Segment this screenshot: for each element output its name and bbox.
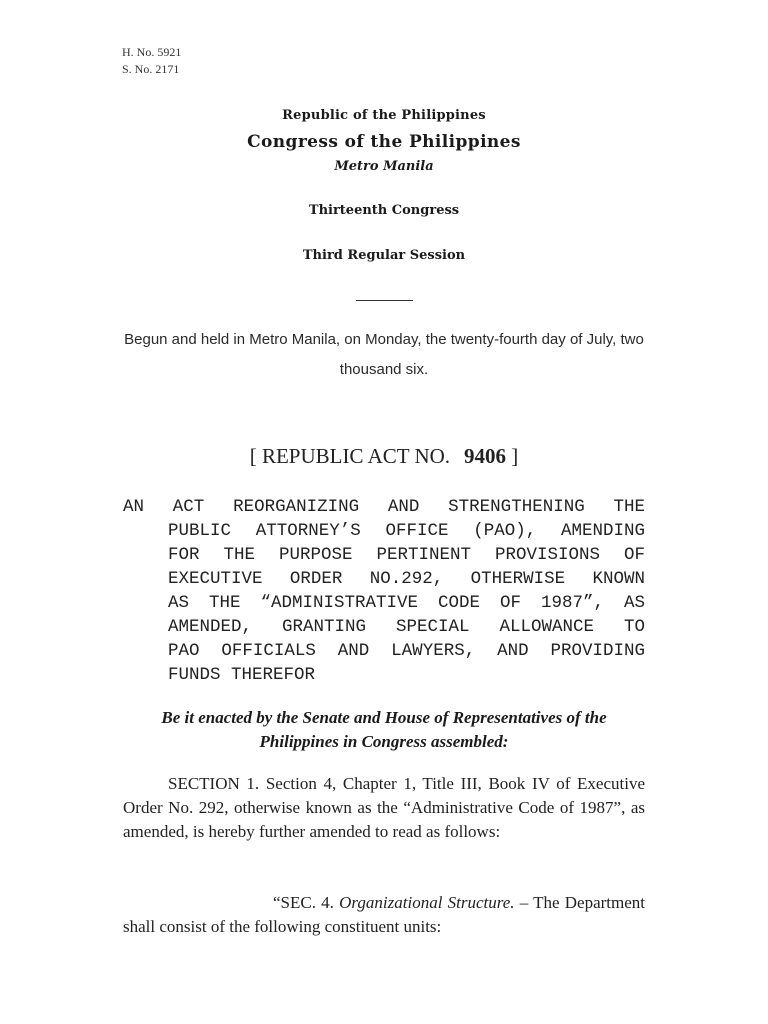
enacting-clause: Be it enacted by the Senate and House of Representatives of the Philippines in Congress assembled: <box>161 708 607 751</box>
congress-heading: Congress of the Philippines <box>247 132 521 152</box>
republic-heading: Republic of the Philippines <box>282 108 486 123</box>
act-title-line: EXECUTIVE ORDER NO.292, OTHERWISE KNOWN <box>168 569 645 589</box>
act-title-line: PAO OFFICIALS AND LAWYERS, AND PROVIDING <box>168 641 645 661</box>
sec-4-paragraph <box>123 891 645 939</box>
house-bill-number: H. No. 5921 <box>122 45 182 59</box>
republic-act-number: 9406 <box>464 444 507 468</box>
sec-4-heading: Organizational Structure. <box>339 893 515 912</box>
act-title-continuation <box>123 519 645 687</box>
republic-act-suffix: ] <box>511 444 519 468</box>
republic-act-prefix: [ REPUBLIC ACT NO. <box>249 444 451 468</box>
sec-4-text: – The Department shall consist of the following constituent units: <box>123 893 645 936</box>
act-title-line: AMENDED, GRANTING SPECIAL ALLOWANCE TO <box>168 617 645 637</box>
act-title-line: FUNDS THEREFOR <box>168 665 316 685</box>
location-heading: Metro Manila <box>334 159 434 174</box>
act-title-line: AS THE “ADMINISTRATIVE CODE OF 1987”, AS <box>168 593 645 613</box>
senate-bill-number: S. No. 2171 <box>122 62 180 76</box>
divider-rule <box>356 300 413 301</box>
act-title-line: PUBLIC ATTORNEY’S OFFICE (PAO), AMENDING <box>168 521 645 541</box>
bill-numbers <box>122 44 181 78</box>
republic-act-title <box>0 444 768 469</box>
section-1-paragraph: SECTION 1. Section 4, Chapter 1, Title III, Book IV of Executive Order No. 292, otherwise known as the “Administrative Code of 1987”, as amended, is hereby further amended to read as follows: <box>123 774 645 841</box>
act-long-title <box>123 495 645 687</box>
act-title-line: AN ACT REORGANIZING AND STRENGTHENING THE <box>123 497 645 517</box>
session-heading: Third Regular Session <box>302 248 466 263</box>
congress-number-heading: Thirteenth Congress <box>308 203 460 218</box>
begun-held-statement: Begun and held in Metro Manila, on Monday, the twenty-fourth day of July, two thousand six. <box>124 331 644 378</box>
act-title-line: FOR THE PURPOSE PERTINENT PROVISIONS OF <box>168 545 645 565</box>
sec-4-lead: “SEC. 4. <box>273 893 334 912</box>
